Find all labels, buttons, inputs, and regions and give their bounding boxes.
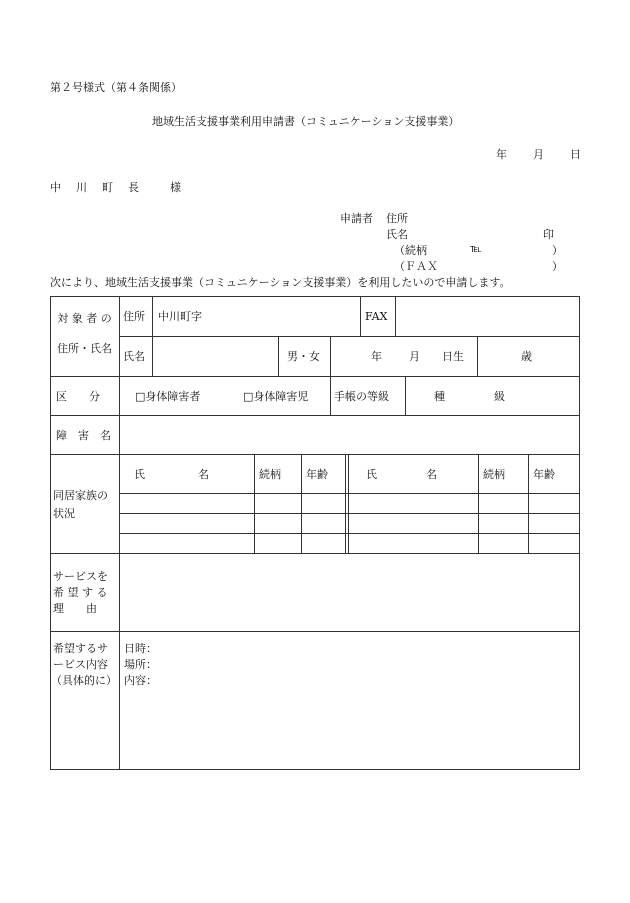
- family-label-line2: 状況: [53, 507, 75, 520]
- applicant-fax-close: ）: [552, 260, 563, 273]
- seal-mark: 印: [543, 228, 554, 241]
- applicant-relation-label: （続柄: [394, 244, 427, 257]
- category-disabled-child-checkbox[interactable]: □身体障害児: [243, 389, 309, 403]
- category-label: 区 分: [56, 389, 100, 403]
- family-header-age: 年齢: [306, 467, 328, 481]
- address-field[interactable]: 中川町字: [158, 310, 202, 323]
- applicant-address-label: 住所: [386, 212, 408, 225]
- form-title: 地域生活支援事業利用申請書（コミュニケーション支援事業）: [152, 115, 460, 128]
- service-label-line2: ービス内容: [53, 658, 108, 671]
- applicant-fax-label: （ＦＡＸ: [394, 260, 438, 273]
- name-label: 氏名: [123, 350, 145, 363]
- family-header-age-b: 年齢: [533, 467, 555, 481]
- family-header-name-1b: 氏: [366, 467, 377, 481]
- applicant-label: 申請者: [340, 212, 373, 225]
- birth-day-label: 日生: [442, 350, 464, 363]
- date-day: 日: [570, 148, 581, 161]
- family-header-relation: 続柄: [259, 467, 281, 481]
- reason-label-line3: 理 由: [53, 602, 97, 615]
- applicant-relation-close: ）: [552, 244, 563, 257]
- family-header-relation-b: 続柄: [483, 467, 505, 481]
- family-header-name-2: 名: [198, 467, 209, 481]
- birth-year-label: 年: [371, 350, 382, 363]
- reason-field[interactable]: [123, 554, 575, 631]
- family-header-name-1: 氏: [134, 467, 145, 481]
- fax-field[interactable]: [400, 296, 575, 336]
- category-physically-disabled-checkbox[interactable]: □身体障害者: [135, 389, 201, 403]
- handbook-grade-label: 手帳の等級: [334, 389, 389, 403]
- service-label-line1: 希望するサ: [53, 642, 108, 655]
- applicant-name-label: 氏名: [386, 228, 408, 241]
- disability-name-field[interactable]: [123, 415, 575, 454]
- name-field[interactable]: [156, 336, 276, 376]
- applicant-tel-label: ℡: [470, 242, 482, 255]
- addressee: 中 川 町 長: [50, 181, 141, 194]
- application-table: [50, 296, 580, 770]
- disability-name-label: 障 害 名: [56, 428, 111, 442]
- subject-label-line1: 対 象 者 の: [57, 312, 112, 325]
- grade-kind-label: 種: [434, 389, 445, 403]
- service-datetime-label: 日時：: [124, 642, 157, 655]
- birth-month-label: 月: [409, 350, 420, 363]
- reason-label-line1: サービスを: [53, 570, 108, 583]
- family-label-line1: 同居家族の: [53, 489, 108, 502]
- date-month: 月: [533, 148, 544, 161]
- age-label: 歳: [521, 350, 532, 363]
- reason-label-line2: 希 望 す る: [53, 586, 108, 599]
- service-label-line3: （具体的に）: [51, 674, 117, 687]
- family-header-name-2b: 名: [426, 467, 437, 481]
- grade-level-label: 級: [494, 389, 505, 403]
- fax-label: FAX: [365, 309, 388, 323]
- form-number: 第２号様式（第４条関係）: [50, 81, 182, 94]
- date-year: 年: [496, 148, 507, 161]
- subject-label-line2: 住所・氏名: [57, 342, 112, 355]
- intro-text: 次により、地域生活支援事業（コミュニケーション支援事業）を利用したいので申請します。: [50, 276, 511, 289]
- addressee-honorific: 様: [170, 181, 181, 194]
- gender-select[interactable]: 男・女: [287, 350, 320, 363]
- service-place-label: 場所：: [124, 658, 157, 671]
- address-label: 住所: [123, 310, 145, 323]
- service-content-label: 内容：: [124, 674, 157, 687]
